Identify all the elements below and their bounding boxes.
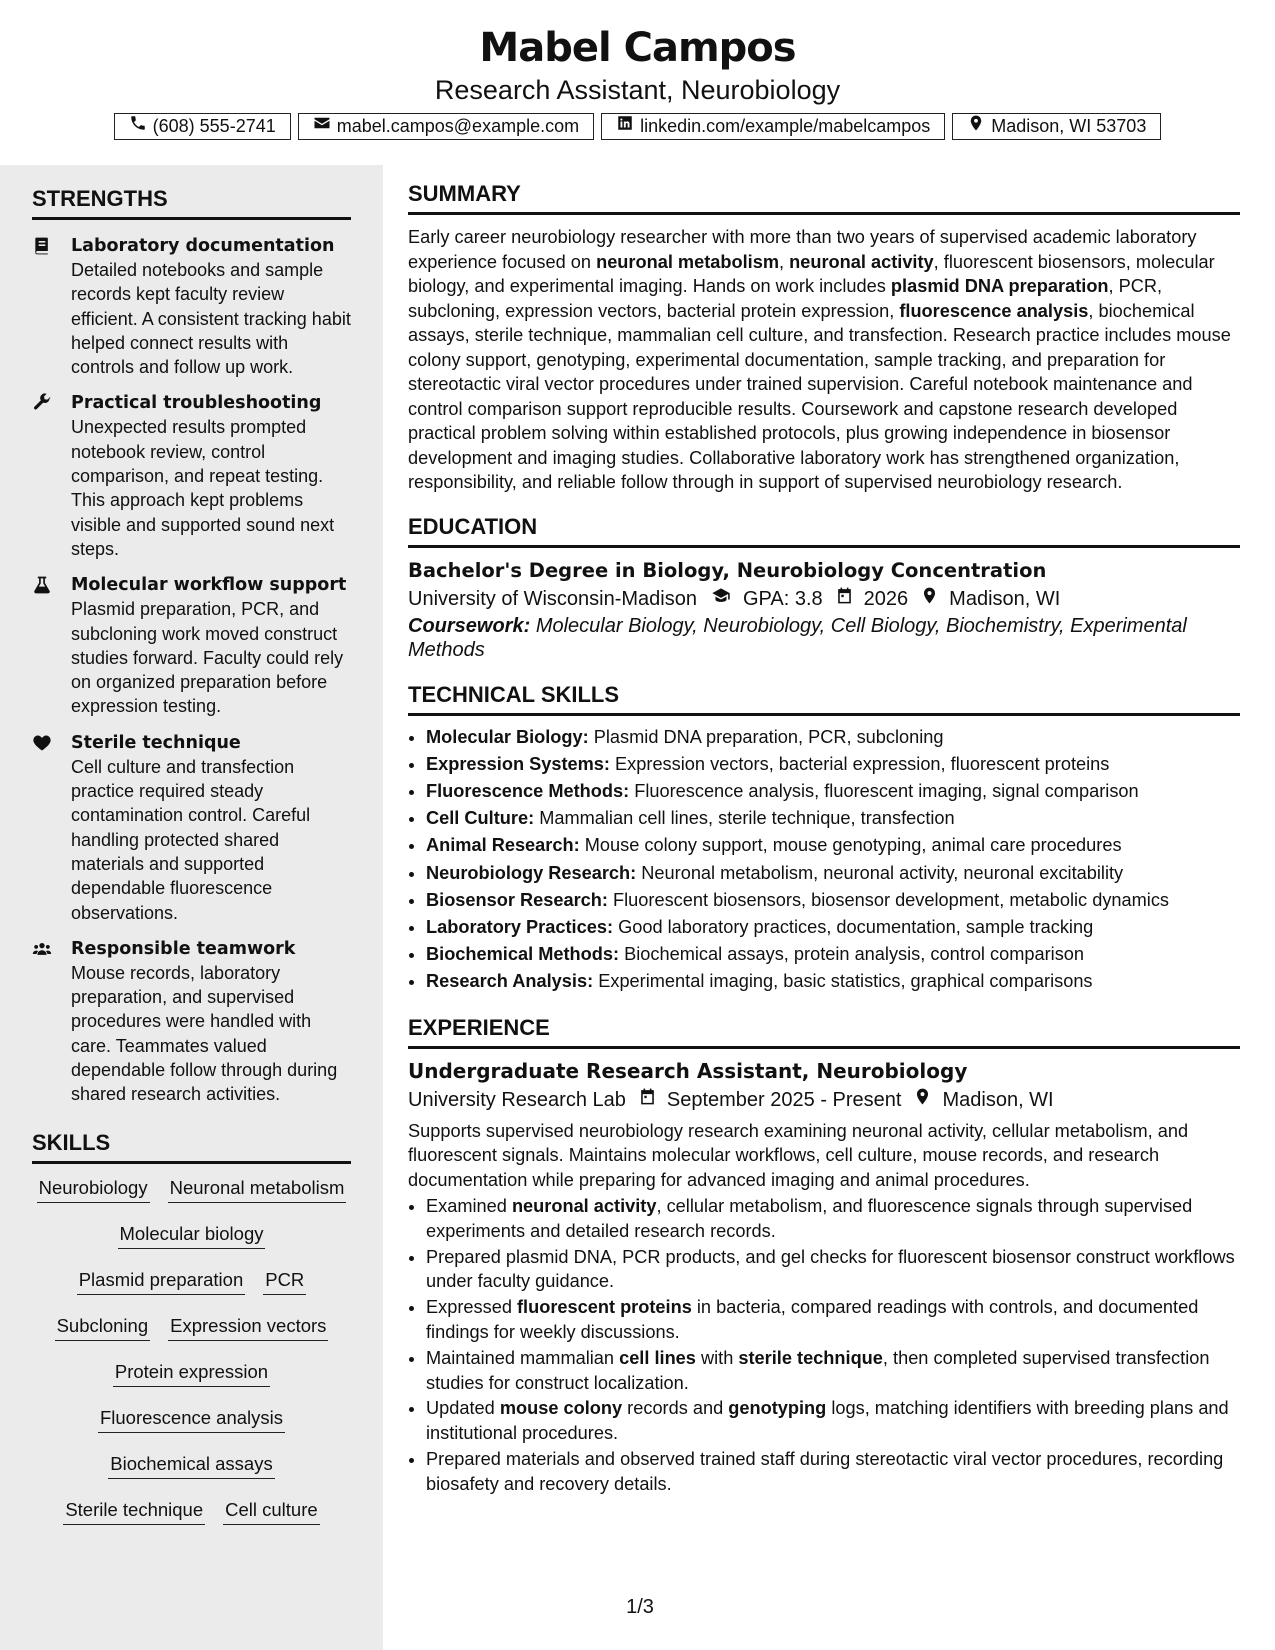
envelope-icon	[313, 113, 331, 140]
calendar-icon	[636, 1085, 657, 1115]
contact-location-text: Madison, WI 53703	[991, 116, 1147, 136]
skill-category: Research Analysis:	[426, 971, 594, 992]
calendar-icon	[833, 584, 854, 614]
sidebar	[0, 165, 383, 1650]
education-meta	[408, 584, 1240, 614]
bullet-emphasis: mouse colony	[499, 1398, 623, 1419]
bullet-run: , cellular metabolism, and fluorescence signals through supervised experiments and detailed research records.	[426, 1196, 1193, 1241]
skill-category: Animal Research:	[426, 835, 580, 856]
bullet-run: records and	[622, 1398, 729, 1419]
strength-item	[32, 937, 351, 1107]
skill-details: Neuronal metabolism, neuronal activity, neuronal excitability	[641, 862, 1124, 883]
page-number: 1/3	[626, 1596, 654, 1618]
skill-details: Experimental imaging, basic statistics, graphical comparisons	[598, 971, 1093, 992]
summary-emphasis: plasmid DNA preparation	[890, 276, 1109, 296]
job-dates: September 2025 - Present	[666, 1088, 902, 1111]
school-name: University of Wisconsin-Madison	[408, 587, 697, 610]
list-item	[426, 1396, 1240, 1446]
bullet-run: Examined	[426, 1196, 512, 1217]
bullet-run: in bacteria, compared readings with controls, and documented findings for weekly discussions.	[426, 1297, 1199, 1343]
job-location: Madison, WI	[942, 1088, 1054, 1111]
bullet-run: Maintained mammalian	[426, 1347, 620, 1368]
flask-icon	[32, 575, 52, 595]
skill-tag: Cell culture	[223, 1498, 320, 1525]
list-item	[426, 778, 1240, 805]
experience-heading: EXPERIENCE	[408, 1014, 1240, 1049]
list-item	[426, 805, 1240, 832]
contact-email[interactable]	[298, 113, 594, 140]
strength-text: Plasmid preparation, PCR, and subcloning work moved construct studies forward. Faculty could rely on organized preparation before expression testing.	[71, 599, 344, 717]
coursework-label: Coursework:	[408, 614, 531, 637]
summary-run: , fluorescent biosensors, molecular biology, and experimental imaging. Hands on work includes	[408, 251, 1215, 296]
skill-details: Biochemical assays, protein analysis, control comparison	[624, 944, 1085, 965]
list-item	[426, 941, 1240, 968]
list-item	[426, 724, 1240, 751]
list-item	[426, 751, 1240, 778]
list-item	[426, 887, 1240, 914]
skill-details: Fluorescent biosensors, biosensor development, metabolic dynamics	[613, 889, 1170, 910]
gpa: GPA: 3.8	[742, 587, 823, 610]
strength-title: Practical troubleshooting	[71, 393, 322, 414]
skill-category: Biochemical Methods:	[426, 944, 620, 965]
strength-text: Unexpected results prompted notebook review, control comparison, and repeat testing. This approach kept problems visible and supported sound next steps.	[71, 417, 335, 559]
skill-tag: PCR	[263, 1268, 306, 1295]
main-column	[408, 180, 1240, 1515]
skill-tag: Molecular biology	[118, 1222, 266, 1249]
skill-tag: Fluorescence analysis	[98, 1406, 285, 1433]
skill-category: Laboratory Practices:	[426, 916, 613, 937]
strength-title: Laboratory documentation	[71, 236, 335, 256]
skill-tag: Expression vectors	[168, 1314, 328, 1341]
skill-tag: Sterile technique	[63, 1498, 205, 1525]
job-meta	[408, 1085, 1240, 1115]
strength-title: Sterile technique	[71, 732, 241, 753]
heart-icon	[32, 733, 52, 753]
technical-skills-list	[408, 724, 1240, 996]
bullet-emphasis: genotyping	[728, 1398, 827, 1419]
notebook-icon	[32, 236, 52, 256]
job-title: Undergraduate Research Assistant, Neurobiology	[408, 1058, 968, 1083]
list-item	[426, 1346, 1240, 1396]
summary-section	[408, 180, 1240, 495]
bullet-emphasis: cell lines	[619, 1347, 696, 1368]
skill-details: Mammalian cell lines, sterile technique, transfection	[539, 808, 955, 829]
experience-bullets	[408, 1194, 1240, 1497]
technical-skills-section	[408, 681, 1240, 996]
education-section	[408, 513, 1240, 663]
bullet-run: Prepared plasmid DNA, PCR products, and gel checks for fluorescent biosensor construct workflows under faculty guidance.	[426, 1246, 1235, 1292]
location-pin-icon	[967, 113, 985, 140]
strength-text: Cell culture and transfection practice required steady contamination control. Careful handling protected shared materials and supported dependable fluorescence observations.	[71, 756, 311, 923]
skill-details: Good laboratory practices, documentation, sample tracking	[618, 916, 1094, 937]
candidate-headline: Research Assistant, Neurobiology	[434, 75, 841, 105]
contact-phone-text: (608) 555-2741	[152, 116, 276, 136]
contact-linkedin-text: linkedin.com/example/mabelcampos	[640, 116, 931, 136]
technical-skills-heading: TECHNICAL SKILLS	[408, 681, 1240, 716]
summary-emphasis: fluorescence analysis	[899, 300, 1089, 321]
skills-tag-list	[32, 1176, 351, 1544]
resume-header	[0, 0, 1275, 165]
summary-run: , PCR, subcloning, expression vectors, bacterial protein expression,	[408, 276, 1163, 321]
skill-details: Plasmid DNA preparation, PCR, subcloning	[593, 726, 944, 747]
bullet-run: Expressed	[426, 1297, 517, 1318]
list-item	[426, 1447, 1240, 1497]
education-heading: EDUCATION	[408, 513, 1240, 548]
strengths-heading: STRENGTHS	[32, 185, 351, 220]
summary-run: , biochemical assays, sterile technique, mammalian cell culture, and transfection. Research practice includes mouse colony support, genotyping, experimental documentation, sample tracking, and preparation for stereotactic viral vector procedures under trained supervision. Careful notebook maintenance and control comparison support reproducible results. Coursework and capstone research developed practical problem solving within established protocols, plus growing independence in biosensor development and imaging studies. Collaborative laboratory work has strengthened organization, responsibility, and reliable follow through in support of supervised neurobiology research.	[408, 300, 1231, 492]
skills-heading: SKILLS	[32, 1129, 351, 1164]
skill-category: Fluorescence Methods:	[426, 780, 630, 801]
degree-title: Bachelor's Degree in Biology, Neurobiology Concentration	[408, 558, 1047, 582]
phone-icon	[129, 113, 147, 140]
bullet-run: logs, matching identifiers with breeding plans and institutional procedures.	[426, 1398, 1229, 1444]
coursework-list: Molecular Biology, Neurobiology, Cell Biology, Biochemistry, Experimental Methods	[408, 614, 1187, 661]
contact-location	[952, 113, 1161, 140]
strength-item	[32, 731, 351, 925]
bullet-emphasis: fluorescent proteins	[516, 1297, 692, 1318]
skill-category: Cell Culture:	[426, 808, 535, 829]
job-description: Supports supervised neurobiology research examining neuronal activity, cellular metabolism, and fluorescent signals. Maintains molecular workflows, cell culture, mouse records, and research documentation while preparing for advanced imaging and animal procedures.	[408, 1120, 1189, 1190]
skill-tag: Protein expression	[113, 1360, 270, 1387]
list-item	[426, 832, 1240, 859]
skill-tag: Plasmid preparation	[77, 1268, 246, 1295]
strength-text: Detailed notebooks and sample records kept faculty review efficient. A consistent tracking habit helped connect results with controls and follow up work.	[71, 260, 351, 378]
summary-run: ,	[779, 251, 790, 272]
summary-run: Early career neurobiology researcher with more than two years of supervised academic laboratory experience focused on	[408, 227, 1197, 272]
organization: University Research Lab	[408, 1088, 626, 1111]
bullet-run: Prepared materials and observed trained staff during stereotactic viral vector procedures, recording biosafety and recovery details.	[426, 1449, 1224, 1494]
school-location: Madison, WI	[949, 587, 1061, 610]
skill-details: Mouse colony support, mouse genotyping, animal care procedures	[584, 835, 1122, 856]
list-item	[426, 860, 1240, 887]
skill-category: Biosensor Research:	[426, 889, 608, 910]
summary-emphasis: neuronal metabolism	[596, 251, 780, 272]
strength-item	[32, 573, 351, 718]
graduation-cap-icon	[707, 584, 733, 614]
linkedin-icon	[616, 113, 634, 140]
contact-bar	[0, 113, 1275, 140]
users-icon	[32, 939, 52, 959]
strength-item	[32, 391, 351, 561]
summary-text	[408, 225, 1240, 495]
strength-title: Molecular workflow support	[71, 575, 347, 596]
contact-email-text: mabel.campos@example.com	[336, 116, 580, 136]
bullet-emphasis: sterile technique	[738, 1347, 883, 1368]
list-item	[426, 1194, 1240, 1244]
strength-title: Responsible teamwork	[71, 938, 296, 959]
list-item	[426, 914, 1240, 941]
strength-text: Mouse records, laboratory preparation, and supervised procedures were handled with care. Teammates valued dependable follow through during shared research activities.	[71, 962, 338, 1105]
skill-category: Molecular Biology:	[426, 726, 589, 747]
location-pin-icon	[911, 1085, 932, 1115]
strength-item	[32, 234, 351, 379]
list-item	[426, 1245, 1240, 1295]
skill-tag: Biochemical assays	[108, 1452, 274, 1479]
bullet-run: Updated	[426, 1398, 500, 1419]
bullet-emphasis: neuronal activity	[511, 1196, 657, 1217]
bullet-run: with	[695, 1347, 739, 1368]
skill-tag: Subcloning	[55, 1314, 151, 1341]
skill-details: Expression vectors, bacterial expression, fluorescent proteins	[615, 753, 1110, 774]
bullet-run: , then completed supervised transfection studies for construct localization.	[426, 1347, 1210, 1393]
skill-category: Expression Systems:	[426, 753, 610, 774]
skill-tag: Neurobiology	[37, 1176, 150, 1203]
skill-tag: Neuronal metabolism	[168, 1176, 347, 1203]
list-item	[426, 968, 1240, 995]
location-pin-icon	[918, 584, 939, 614]
candidate-name: Mabel Campos	[479, 25, 796, 71]
summary-emphasis: neuronal activity	[789, 251, 934, 272]
summary-heading: SUMMARY	[408, 180, 1240, 215]
experience-section	[408, 1014, 1240, 1497]
contact-phone[interactable]	[114, 113, 291, 140]
wrench-icon	[32, 393, 52, 413]
list-item	[426, 1295, 1240, 1345]
skill-details: Fluorescence analysis, fluorescent imaging, signal comparison	[634, 780, 1139, 801]
coursework	[408, 614, 1240, 663]
skill-category: Neurobiology Research:	[426, 862, 637, 883]
graduation-year: 2026	[863, 587, 909, 610]
contact-linkedin[interactable]	[601, 113, 945, 140]
